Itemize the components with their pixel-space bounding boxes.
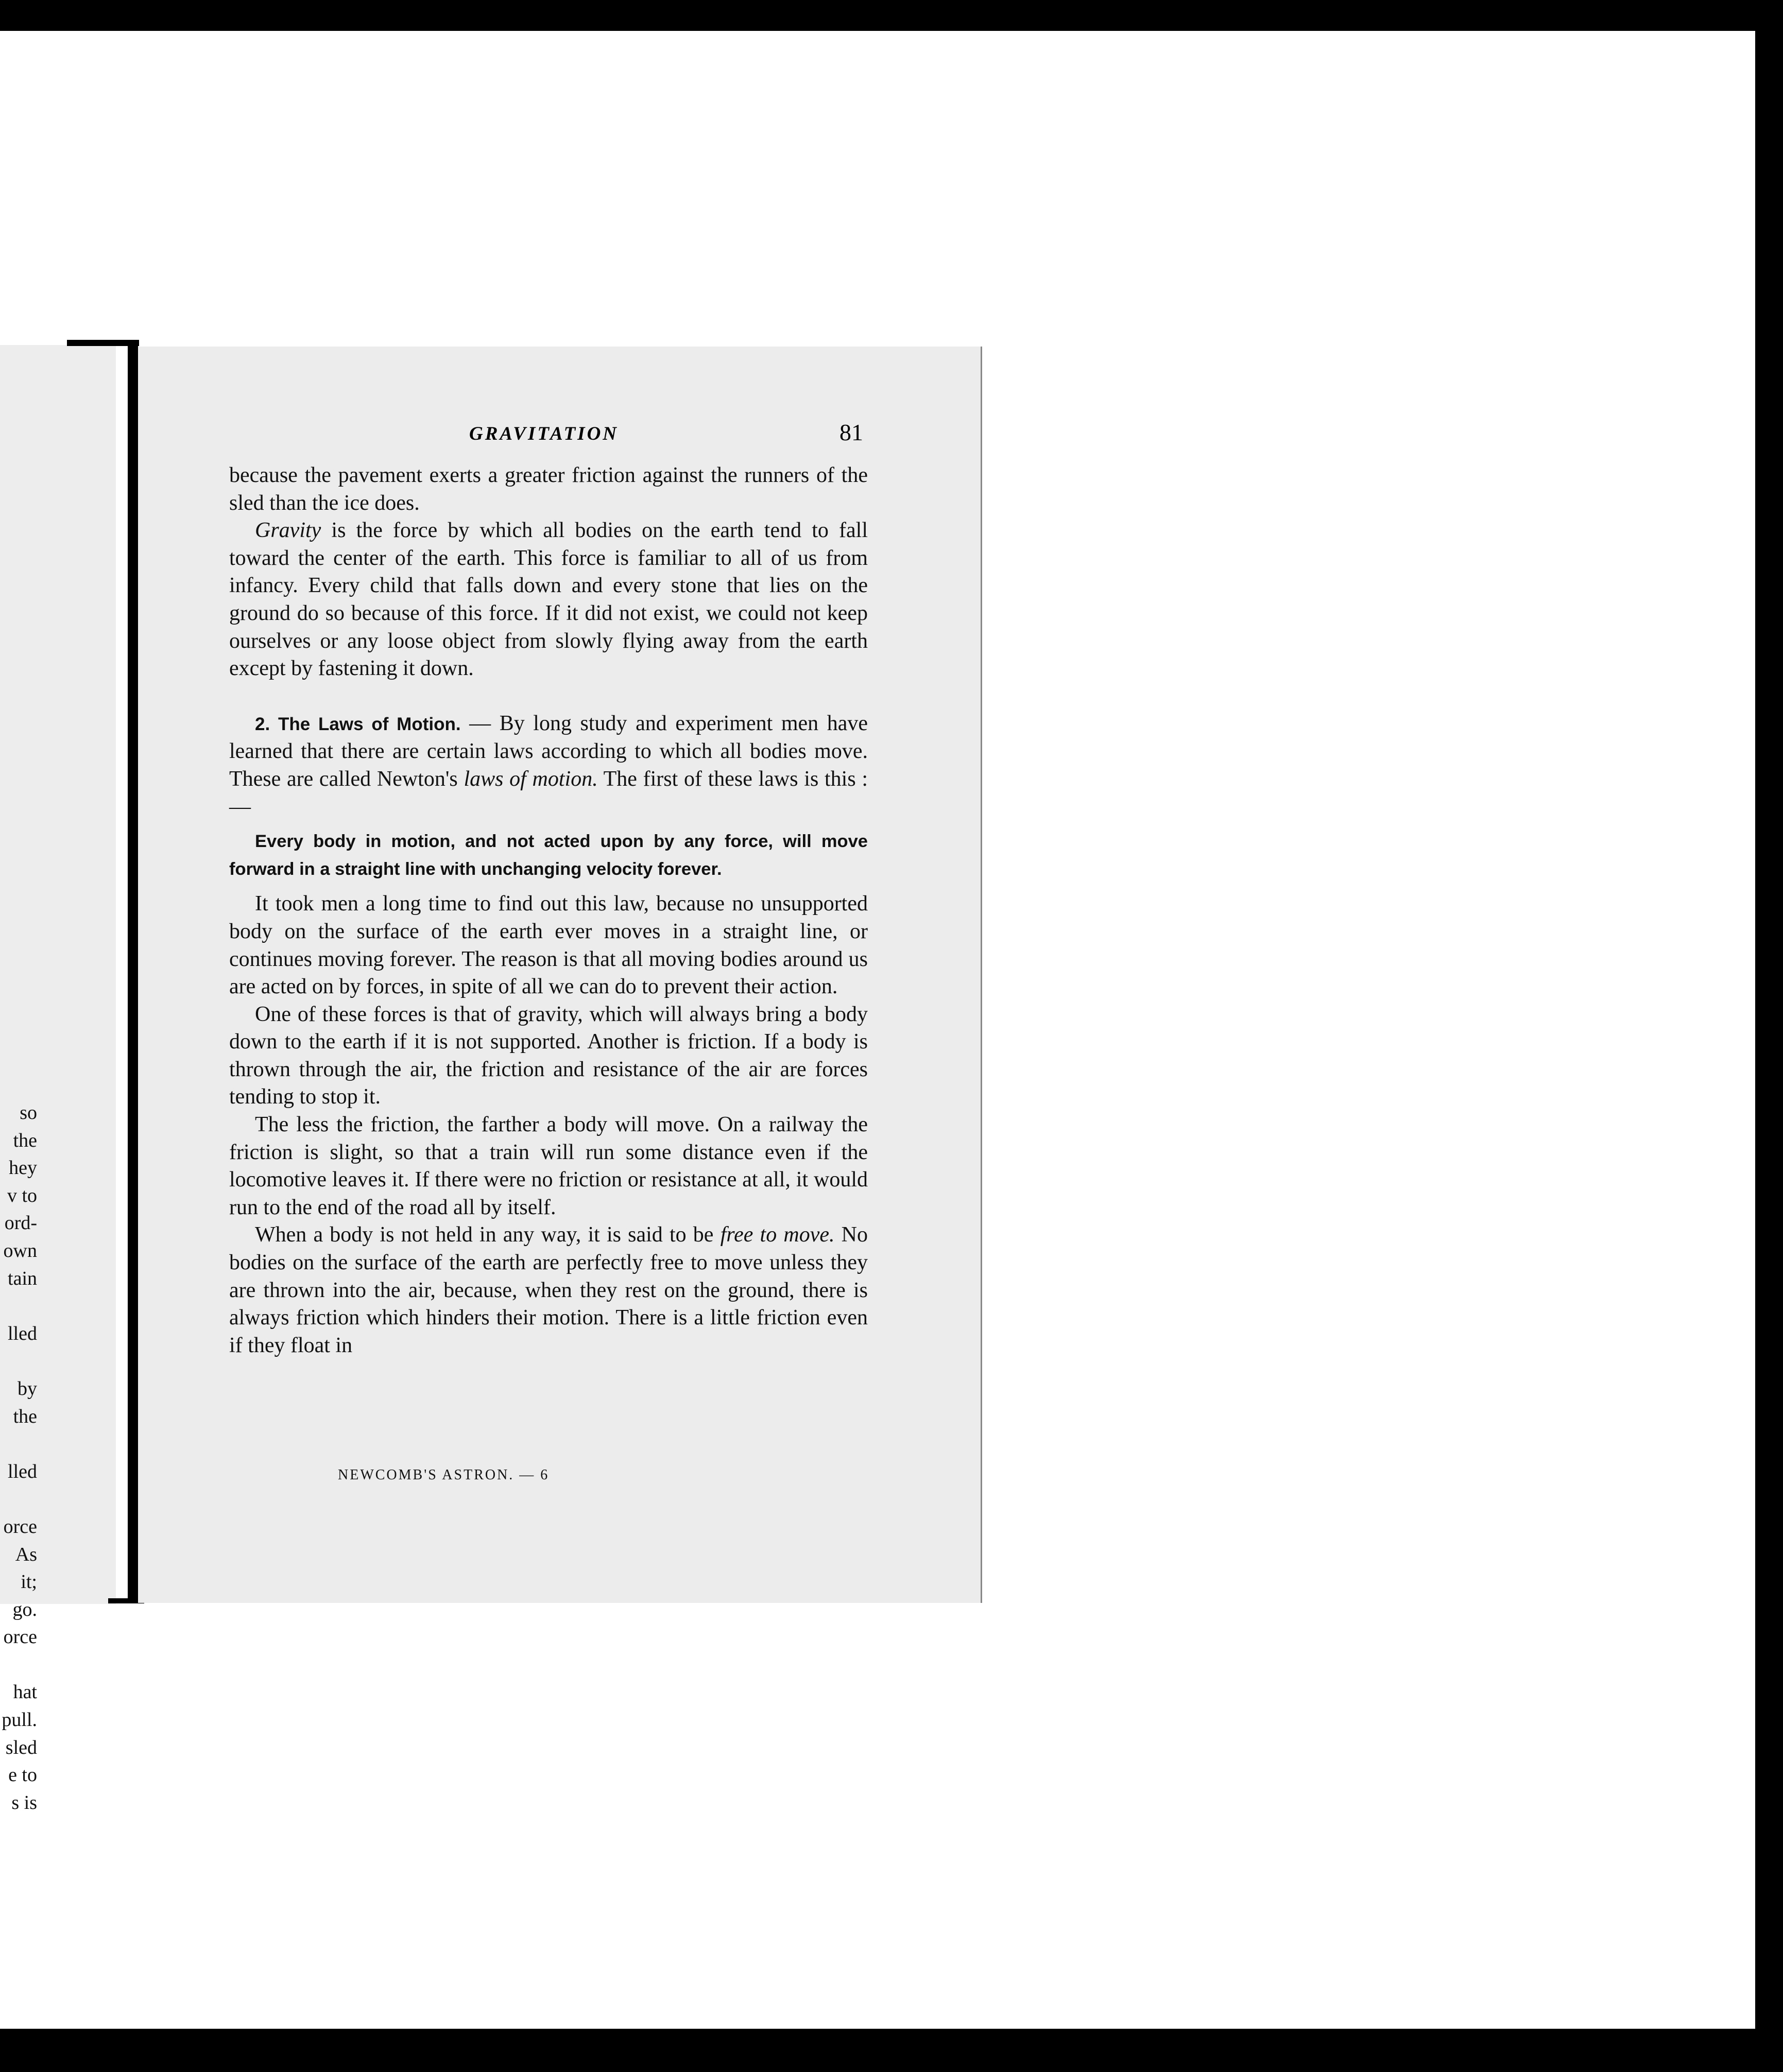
left-page-fragment: tain <box>8 1267 37 1289</box>
left-page-fragment <box>0 1651 37 1679</box>
left-page-fragment: e to <box>8 1764 37 1786</box>
left-page-fragment: As <box>15 1543 37 1565</box>
left-page-fragment: s is <box>11 1791 37 1814</box>
scan-bottom-border <box>0 2029 1783 2072</box>
left-page-fragment: hat <box>13 1681 37 1703</box>
paragraph-7-text-a: When a body is not held in any way, it is said to be <box>255 1223 721 1247</box>
left-page-fragment: pull. <box>2 1709 37 1731</box>
left-page-text-fragments <box>0 1099 37 1817</box>
paragraph-4: It took men a long time to find out this law, because no unsupported body on the surface of the earth ever moves in a straight line, or continues moving forever. The reason is that all moving bodies around us are acted on by forces, in spite of all we can do to prevent their action. <box>229 892 868 999</box>
page-header <box>225 419 863 444</box>
running-title: GRAVITATION <box>469 423 619 444</box>
term-free-to-move: free to move. <box>720 1223 835 1247</box>
book-spine <box>128 344 138 1603</box>
section-heading: 2. The Laws of Motion. <box>255 714 461 734</box>
left-page-fragment: v to <box>7 1184 37 1206</box>
term-gravity: Gravity <box>255 519 321 543</box>
left-page-fragment: sled <box>5 1736 37 1758</box>
scan-right-border <box>1755 28 1783 2036</box>
paragraph-laws-text-b: The first of these laws is this : — <box>229 767 868 819</box>
page-number: 81 <box>839 419 863 445</box>
page-body <box>229 462 868 1359</box>
left-page-fragment: it; <box>21 1571 37 1593</box>
paragraph-gravity <box>229 517 868 683</box>
signature-line: NEWCOMB'S ASTRON. — 6 <box>338 1467 550 1483</box>
left-page-fragment <box>0 1486 37 1513</box>
paragraph-gravity-text: is the force by which all bodies on the earth tend to fall toward the center of the earth. This force is familiar to all of us from infancy. Every child that falls down and every stone that lies on the ground do so because of this force. If it did not exist, we could not keep ourselves or any loose object from slowly flying away from the earth except by fastening it down. <box>229 519 868 681</box>
left-page-fragment: the <box>13 1129 37 1151</box>
left-page-fragment: the <box>13 1405 37 1427</box>
left-page-fragment: ord- <box>4 1212 37 1234</box>
first-law-statement: Every body in motion, and not acted upon by any force, will move forward in a straight line with unchanging velocity forever. <box>229 832 868 879</box>
left-page-fragment: lled <box>8 1322 37 1344</box>
left-page-fragment: orce <box>3 1626 37 1648</box>
left-page-fragment <box>0 1292 37 1320</box>
left-page-fragment: own <box>3 1239 37 1262</box>
left-page-fragment: go. <box>12 1598 37 1620</box>
paragraph-7 <box>229 1221 868 1359</box>
paragraph-1: because the pavement exerts a greater friction against the runners of the sled than the ice does. <box>229 463 868 515</box>
left-page-fragment <box>0 1348 37 1375</box>
left-page-fragment: orce <box>3 1515 37 1538</box>
page-81 <box>138 347 982 1603</box>
left-page <box>0 345 116 1814</box>
left-page-fragment: by <box>18 1377 37 1400</box>
paragraph-laws-text-a: By long study and experiment men have learned that there are certain laws according to which all bodies move. These are called Newton's <box>229 711 868 791</box>
term-laws-of-motion: laws of motion. <box>464 767 598 791</box>
paragraph-6: The less the friction, the farther a body will move. On a railway the friction is slight, so that a train will run some distance even if the locomotive leaves it. If there were no friction or resistance at all, it would run to the end of the road all by itself. <box>229 1113 868 1219</box>
section-dash: — <box>460 711 500 735</box>
paragraph-5: One of these forces is that of gravity, which will always bring a body down to the earth if it is not supported. Another is friction. If a body is thrown through the air, the friction and resistance of the air are forces tending to stop it. <box>229 1002 868 1109</box>
left-page-fragment: lled <box>8 1460 37 1482</box>
left-page-fragment: hey <box>9 1157 37 1179</box>
paragraph-laws-of-motion <box>229 710 868 821</box>
left-page-fragment: so <box>20 1102 37 1124</box>
paragraph-7-text-b: No bodies on the surface of the earth are perfectly free to move unless they are thrown into the air, because, when they rest on the ground, there is always friction which hinders their motion. There is a little friction even if they float in <box>229 1223 868 1357</box>
left-page-fragment <box>0 1430 37 1458</box>
